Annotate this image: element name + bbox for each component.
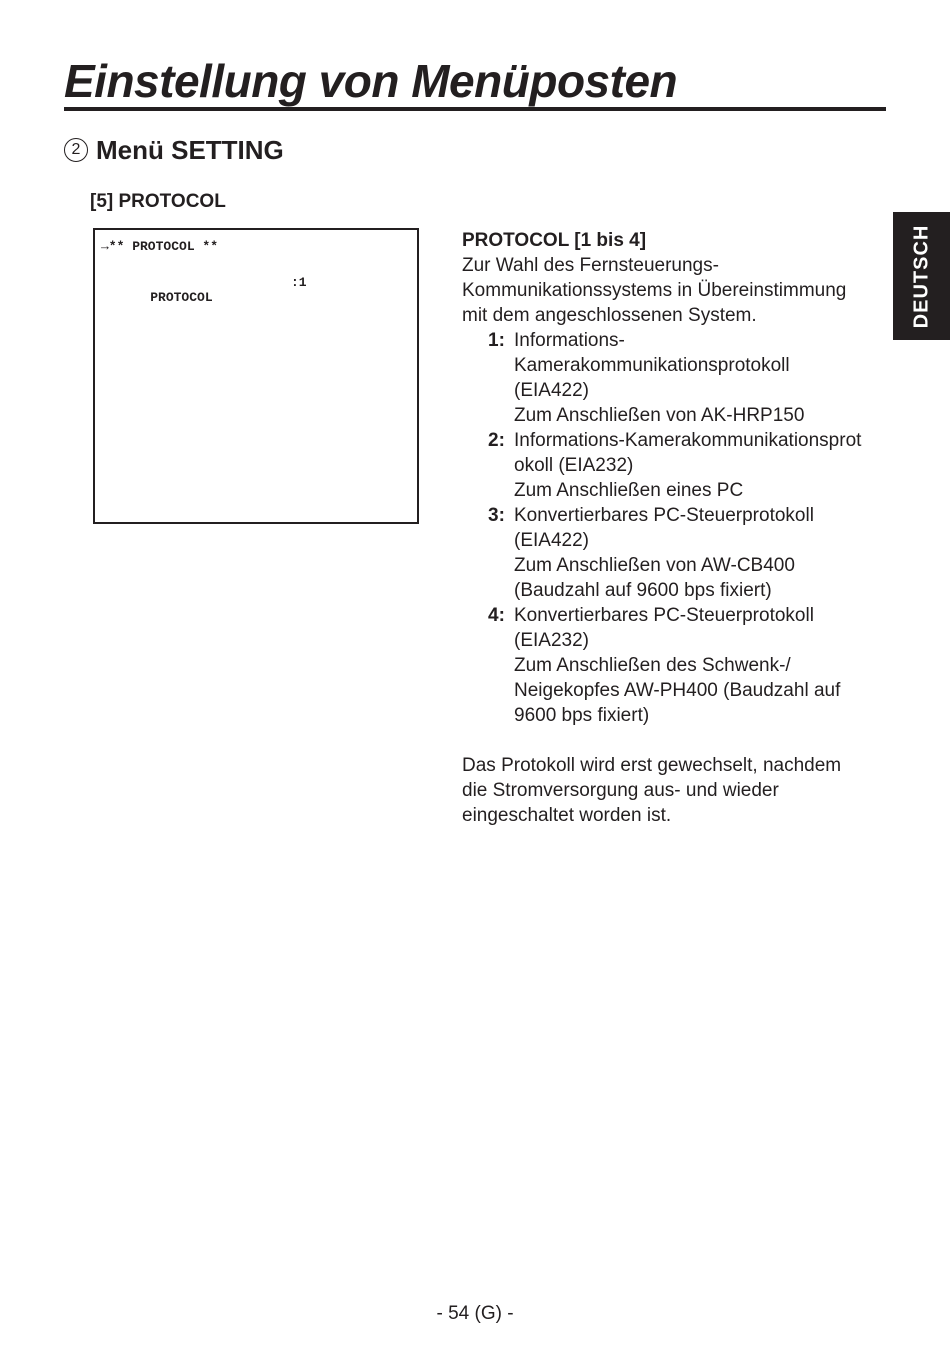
- option-line: Konvertierbares PC-Steuerprotokoll: [514, 505, 814, 526]
- page-title: Einstellung von Menüposten: [64, 55, 678, 107]
- description-column: [462, 228, 892, 828]
- note-line: eingeschaltet worden ist.: [462, 805, 672, 826]
- page-number: - 54 (G) -: [436, 1303, 514, 1324]
- option-line: Informations-Kamerakommunikationsprot: [514, 430, 862, 451]
- option-line: Neigekopfes AW-PH400 (Baudzahl auf: [514, 680, 841, 701]
- option-line: Zum Anschließen von AK-HRP150: [514, 405, 805, 426]
- option-item: [462, 603, 892, 728]
- option-line: (EIA232): [514, 630, 589, 651]
- menu-screen-row: [119, 275, 307, 335]
- note-line: Das Protokoll wird erst gewechselt, nachdem: [462, 755, 842, 776]
- circled-number: 2: [64, 138, 88, 162]
- option-line: (Baudzahl auf 9600 bps fixiert): [514, 580, 772, 601]
- option-line: Zum Anschließen eines PC: [514, 480, 744, 501]
- language-side-tab: [893, 212, 950, 340]
- option-text: [514, 503, 892, 603]
- option-line: Kamerakommunikationsprotokoll: [514, 355, 790, 376]
- option-line: Informations-: [514, 330, 625, 351]
- side-tab-label: DEUTSCH: [910, 224, 933, 328]
- option-number: 1:: [488, 330, 505, 351]
- option-line: Konvertierbares PC-Steuerprotokoll: [514, 605, 814, 626]
- section-heading-text: Menü SETTING: [96, 135, 284, 165]
- option-text: [514, 328, 892, 428]
- option-number: 3:: [488, 505, 505, 526]
- option-item: [462, 328, 892, 428]
- intro-line: Zur Wahl des Fernsteuerungs-: [462, 255, 719, 276]
- title-underline: [64, 107, 886, 111]
- option-line: (EIA422): [514, 380, 589, 401]
- option-item: [462, 503, 892, 603]
- option-text: [514, 428, 892, 503]
- option-line: Zum Anschließen von AW-CB400: [514, 555, 795, 576]
- subsection-heading: [5] PROTOCOL: [90, 191, 226, 212]
- intro-line: Kommunikationssystems in Übereinstimmung: [462, 280, 847, 301]
- note-line: die Stromversorgung aus- und wieder: [462, 780, 779, 801]
- option-text: [514, 603, 892, 728]
- intro-line: mit dem angeschlossenen System.: [462, 305, 757, 326]
- menu-row-value: :1: [291, 275, 307, 290]
- option-number: 2:: [488, 430, 505, 451]
- section-heading: [64, 137, 284, 163]
- option-line: Zum Anschließen des Schwenk-/: [514, 655, 791, 676]
- menu-screen-display: [93, 228, 419, 524]
- option-number: 4:: [488, 605, 505, 626]
- parameter-title: PROTOCOL [1 bis 4]: [462, 230, 647, 251]
- intro-text: [462, 253, 892, 328]
- menu-row-label: PROTOCOL: [150, 290, 213, 305]
- option-line: (EIA422): [514, 530, 589, 551]
- menu-screen-header: →** PROTOCOL **: [101, 239, 219, 254]
- option-line: 9600 bps fixiert): [514, 705, 650, 726]
- option-line: okoll (EIA232): [514, 455, 634, 476]
- note-text: [462, 753, 892, 828]
- option-item: [462, 428, 892, 503]
